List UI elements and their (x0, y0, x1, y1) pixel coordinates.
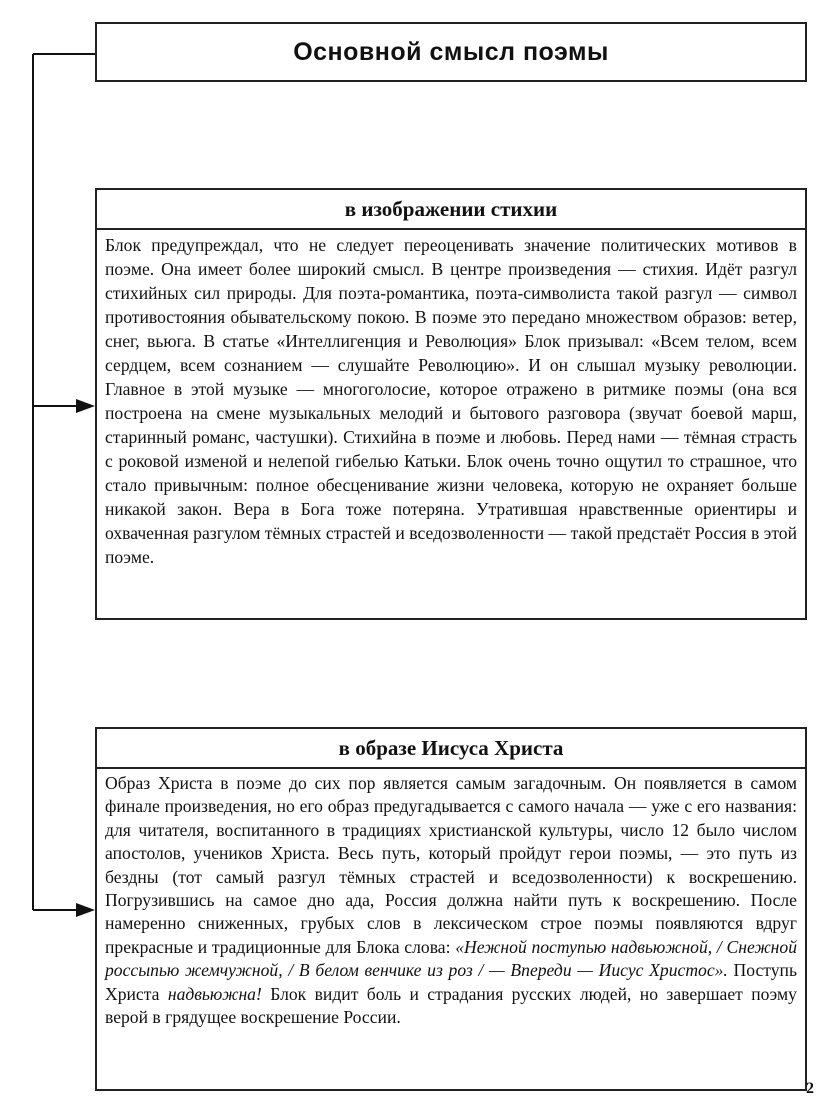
arrow-head-1 (76, 399, 95, 413)
title-box (95, 22, 807, 82)
section-heading: в образе Иисуса Христа (97, 729, 805, 769)
section-heading: в изображении стихии (97, 190, 805, 230)
section-christ (95, 727, 807, 1091)
section-text (97, 769, 805, 1033)
text-part-c: Блок видит боль и страдания русских людей, но завершает поэму верой в грядущее воскрешение России. (105, 983, 797, 1028)
text-part-a: Образ Христа в поэме до сих пор является самым загадочным. Он появляется в самом финале произведения, но его образ предугадывается с самого начала — уже с его названия: для читателя, воспитанного в традициях христианской культуры, число 12 было числом апостолов, учеников Христа. Весь путь, который пройдут герои поэмы, — это путь из бездны (тот самый разгул тёмных страстей и вседозволенности) к воскрешению. Погрузившись на самое дно ада, Россия должна найти путь к воскрешению. После намеренно сниженных, грубых слов в лексическом строе поэмы появляются вдруг прекрасные и традиционные для Блока слова: (105, 773, 797, 957)
arrow-head-2 (76, 903, 95, 917)
page-title: Основной смысл поэмы (293, 37, 609, 66)
poem-quote: «Нежной поступью надвьюжной, / Снежной россыпью жемчужной, / В белом венчике из роз / — Впереди — Иисус Христос». (105, 936, 798, 981)
emphasis: надвьюжна! (167, 983, 262, 1004)
section-text: Блок предупреждал, что не следует переоценивать значение политических мотивов в поэме. Она имеет более широкий смысл. В центре произведения — стихия. Идёт разгул стихийных сил природы. Для поэта-романтика, поэта-символиста такой разгул — символ противостояния обывательскому покою. В поэме это передано множеством образов: ветер, снег, вьюга. В статье «Интеллигенция и Революция» Блок призывал: «Всем телом, всем сердцем, всем сознанием — слушайте Революцию». И он слышал музыку революции. Главное в этой музыке — многоголосие, которое отражено в ритмике поэмы (она вся построена на смене музыкальных мелодий и бытового разговора (звучат боевой марш, старинный романс, частушки). Стихийна в поэме и любовь. Перед нами — тёмная страсть с роковой изменой и нелепой гибелью Катьки. Блок очень точно ощутил то страшное, что стало привычным: полное обесценивание жизни человека, которую не охраняет больше никакой закон. Вера в Бога тоже потеряна. Утратившая нравственные ориентиры и охваченная разгулом тёмных страстей и вседозволенности — такой предстаёт Россия в этой поэме. (105, 235, 797, 567)
page-number: 2 (806, 1080, 814, 1097)
section-elements (95, 188, 807, 620)
text-part-b: Поступь Христа (105, 960, 797, 1004)
